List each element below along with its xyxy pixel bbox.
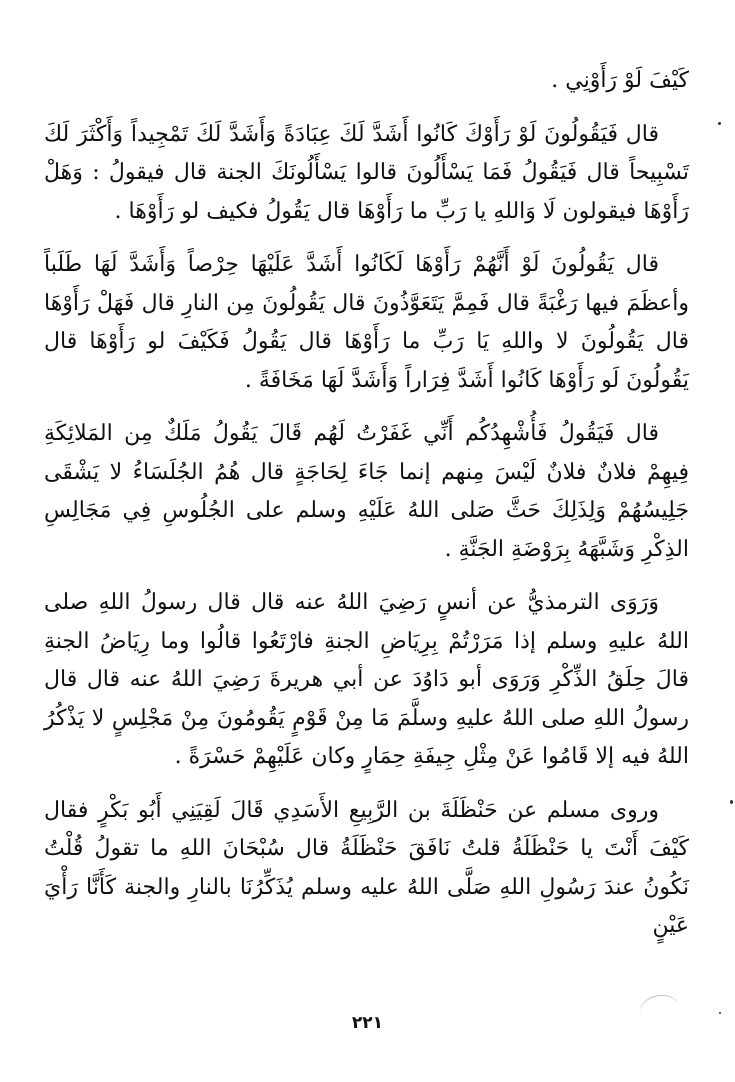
page-number: ٢٢١: [351, 1013, 384, 1033]
paragraph: وروى مسلم عن حَنْظَلَةَ بن الرَّبِيعِ الأَسَدِي قَالَ لَقِيَنِي أَبُو بَكْرٍ فقال كَيْفَ أَنْتَ يا حَنْظَلَةُ قلتُ نَافَقَ حَنْظَلَةُ قال سُبْحَانَ اللهِ ما تقولُ قُلْتُ نَكُونُ عندَ رَسُولِ اللهِ صَلَّى اللهُ عليه وسلم يُذَكِّرُنَا بالنارِ والجنة كَأَنَّا رَأْيَ عَيْنٍ: [44, 797, 689, 938]
body-text: [44, 62, 689, 961]
paragraph: وَرَوَى الترمذيُّ عن أنسٍ رَضِيَ اللهُ عنه قال قال رسولُ اللهِ صلى اللهُ عليهِ وسلم إذا مَرَرْتُمْ بِرِيَاضِ الجنةِ فارْتَعُوا قالُوا وما رِيَاضُ الجنةِ قالَ حِلَقُ الذِّكْرِ وَرَوَى أبو دَاوُدَ عن أبي هريرةَ رَضِيَ اللهُ عنه قال قال رسولُ اللهِ صلى اللهُ عليهِ وسلَّمَ مَا مِنْ قَوْمٍ يَقُومُونَ مِنْ مَجْلِسٍ لا يَذْكُرُ اللهُ فيه إلا قَامُوا عَنْ مِثْلِ جِيفَةِ حِمَارٍ وكان عَلَيْهِمْ حَسْرَةً .: [44, 590, 689, 769]
paragraph: قال فَيَقُولُ فَأُشْهِدُكُم أَنِّي غَفَرْتُ لَهُم قَالَ يَقُولُ مَلَكٌ مِن المَلائِكَةِ فِيهِمْ فلانٌ فلانٌ لَيْسَ مِنهم إنما جَاءَ لِحَاجَةٍ قال هُمُ الجُلَسَاءُ لا يَشْقَى جَلِيسُهُمْ وَلِذَلِكَ حَثَّ صَلى اللهُ عَلَيْهِ وسلم على الجُلُوسِ فِي مَجَالِسِ الذِكْرِ وَشَبَّهَهُ بِرَوْضَةِ الجَنَّةِ .: [44, 421, 689, 562]
scan-speck: [718, 122, 721, 125]
scan-speck: [719, 1012, 721, 1014]
paragraph: قال يَقُولُونَ لَوْ أَنَّهُمْ رَأَوْهَا لَكَانُوا أَشَدَّ عَلَيْهَا حِرْصاً وَأَشَدَّ لَهَا طَلَباً وأعظَمَ فيها رَغْبَةً قال فَمِمَّ يَتَعَوَّذُونَ قال يَقُولُونَ مِن النارِ قال فَهَلْ رَأَوْهَا قال يَقُولُونَ لا واللهِ يَا رَبِّ ما رَأَوْهَا قال يَقُولُ فَكَيْفَ لو رَأَوْهَا قال يَقُولُونَ لَو رَأَوْهَا كَانُوا أَشَدَّ فِرَاراً وَأَشَدَّ لَهَا مَخَافَةً .: [44, 252, 689, 393]
paragraph: كَيْفَ لَوْ رَأَوْنِي .: [551, 68, 689, 93]
scan-speck: [730, 800, 733, 804]
paragraph: قال فَيَقُولُونَ لَوْ رَأَوْكَ كَانُوا أَشَدَّ لَكَ عِبَادَةً وَأَشَدَّ لَكَ تَمْجِيداً وَأَكْثَرَ لَكَ تَسْبِيحاً قال فَيَقُولُ فَمَا يَسْأَلُونَ قالوا يَسْأَلُونَكَ الجنة قال فيقولُ : وَهَلْ رَأَوْهَا فيقولون لَا وَاللهِ يا رَبِّ ما رَأَوْهَا قال يَقُولُ فكيف لو رَأَوْهَا .: [44, 121, 689, 224]
